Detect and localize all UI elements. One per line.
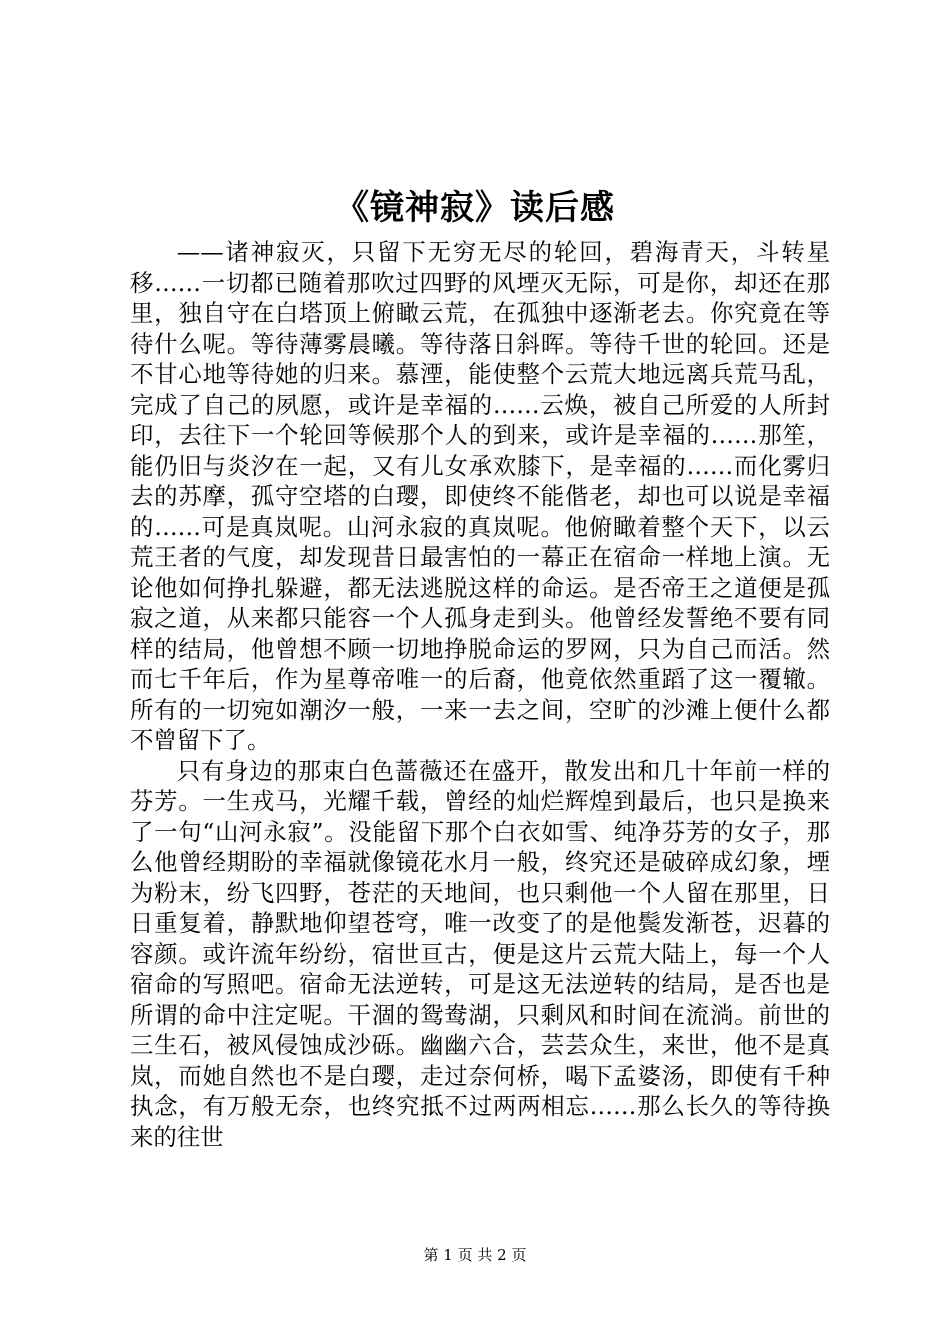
document-body [130,237,830,1152]
document-title: 《镜神寂》读后感 [335,188,615,228]
paragraph-1: ——诸神寂灭，只留下无穷无尽的轮回，碧海青天，斗转星移……一切都已随着那吹过四野的风堙灭无际，可是你，却还在那里，独自守在白塔顶上俯瞰云荒，在孤独中逐渐老去。你究竟在等待什么呢。等待薄雾晨曦。等待落日斜晖。等待千世的轮回。还是不甘心地等待她的归来。慕湮，能使整个云荒大地远离兵荒马乱，完成了自己的夙愿，或许是幸福的……云焕，被自己所爱的人所封印，去往下一个轮回等候那个人的到来，或许是幸福的……那笙，能仍旧与炎汐在一起，又有儿女承欢膝下，是幸福的……而化雾归去的苏摩，孤守空塔的白璎，即使终不能偕老，却也可以说是幸福的……可是真岚呢。山河永寂的真岚呢。他俯瞰着整个天下，以云荒王者的气度，却发现昔日最害怕的一幕正在宿命一样地上演。无论他如何挣扎躲避，都无法逃脱这样的命运。是否帝王之道便是孤寂之道，从来都只能容一个人孤身走到头。他曾经发誓绝不要有同样的结局，他曾想不顾一切地挣脱命运的罗网，只为自己而活。然而七千年后，作为星尊帝唯一的后裔，他竟依然重蹈了这一覆辙。所有的一切宛如潮汐一般，一来一去之间，空旷的沙滩上便什么都不曾留下了。 [130,238,830,754]
paragraph-2: 只有身边的那束白色蔷薇还在盛开，散发出和几十年前一样的芬芳。一生戎马，光耀千载，曾经的灿烂辉煌到最后，也只是换来了一句“山河永寂”。没能留下那个白衣如雪、纯净芬芳的女子，那么他曾经期盼的幸福就像镜花水月一般，终究还是破碎成幻象，堙为粉末，纷飞四野，苍茫的天地间，也只剩他一个人留在那里，日日重复着，静默地仰望苍穹，唯一改变了的是他鬓发渐苍，迟暮的容颜。或许流年纷纷，宿世亘古，便是这片云荒大陆上，每一个人宿命的写照吧。宿命无法逆转，可是这无法逆转的结局，是否也是所谓的命中注定呢。干涸的鸳鸯湖，只剩风和时间在流淌。前世的三生石，被风侵蚀成沙砾。幽幽六合，芸芸众生，来世，他不是真岚，而她自然也不是白璎，走过奈何桥，喝下孟婆汤，即使有千种执念，有万般无奈，也终究抵不过两两相忘……那么长久的等待换来的往世 [130,756,830,1151]
page-number-footer: 第 1 页 共 2 页 [423,1246,527,1264]
